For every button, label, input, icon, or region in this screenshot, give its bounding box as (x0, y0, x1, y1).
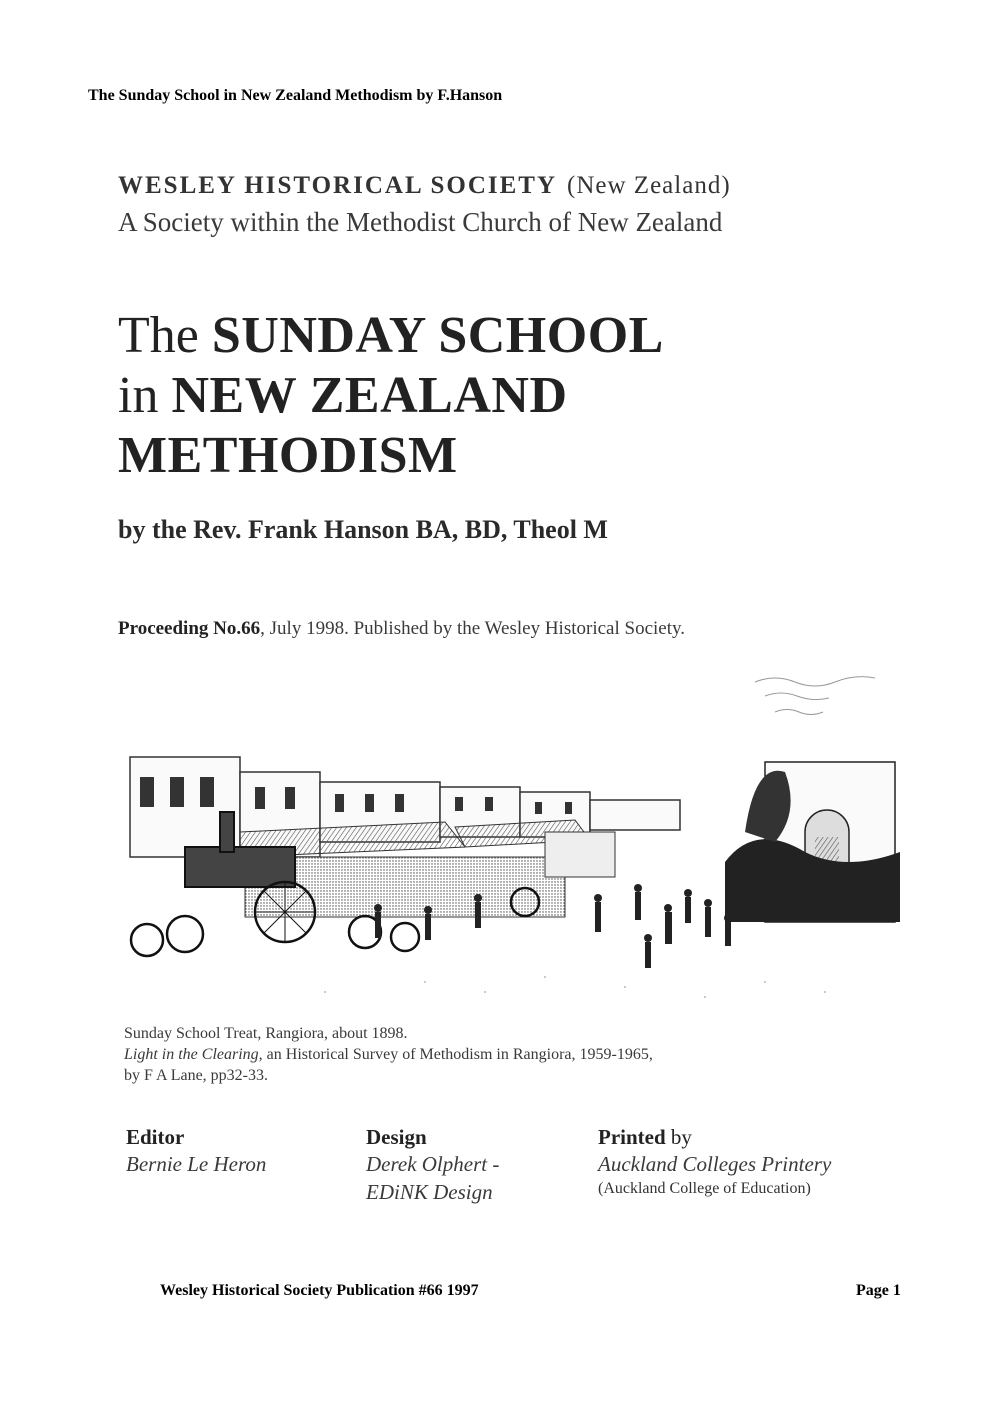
caption-line-3: by F A Lane, pp32-33. (124, 1067, 268, 1084)
design-name-1: Derek Olphert - (366, 1152, 500, 1176)
printer-credit (598, 1125, 831, 1200)
caption-book-desc: , an Historical Survey of Methodism in Rangiora, 1959-1965, (258, 1046, 653, 1063)
page-number: Page 1 (856, 1282, 901, 1299)
society-region: (New Zealand) (567, 172, 731, 199)
title-line-3 (118, 426, 898, 486)
caption-line-1: Sunday School Treat, Rangiora, about 1898. (124, 1025, 408, 1042)
editor-name: Bernie Le Heron (126, 1152, 267, 1176)
society-subtitle: A Society within the Methodist Church of New Zealand (118, 207, 723, 237)
proceeding-number: Proceeding No.66 (118, 618, 261, 639)
proceeding-details: , July 1998. Published by the Wesley Historical Society. (260, 618, 686, 639)
editor-heading: Editor (126, 1125, 185, 1149)
title-line-2 (118, 366, 898, 426)
design-heading: Design (366, 1125, 427, 1149)
title-bold-part: SUNDAY SCHOOL (211, 307, 664, 364)
caption-line-2 (124, 1044, 653, 1065)
document-title (118, 306, 898, 486)
running-header: The Sunday School in New Zealand Methodism by F.Hanson (88, 87, 503, 104)
author-byline: by the Rev. Frank Hanson BA, BD, Theol M (118, 515, 608, 544)
printer-name: Auckland Colleges Printery (598, 1152, 832, 1176)
footer-publication: Wesley Historical Society Publication #66 1997 (160, 1282, 479, 1299)
title-line-1 (118, 306, 898, 366)
street-scene-illustration (125, 662, 900, 1012)
title-prefix: The (118, 307, 212, 364)
illustration-caption (124, 1023, 653, 1086)
printer-heading-rest: by (665, 1125, 692, 1149)
proceeding-line (118, 618, 685, 640)
caption-book-title: Light in the Clearing (124, 1046, 259, 1063)
editor-credit (126, 1125, 266, 1178)
design-name-2: EDiNK Design (366, 1180, 493, 1204)
printer-heading-bold: Printed (598, 1125, 666, 1149)
printer-heading (598, 1125, 831, 1150)
society-name: WESLEY HISTORICAL SOCIETY (118, 172, 558, 199)
title-prefix: in (118, 367, 172, 424)
society-heading (118, 172, 731, 200)
title-bold-part: METHODISM (118, 427, 458, 484)
title-bold-part: NEW ZEALAND (171, 367, 568, 424)
printer-subname: (Auckland College of Education) (598, 1180, 811, 1197)
design-credit (366, 1125, 499, 1206)
